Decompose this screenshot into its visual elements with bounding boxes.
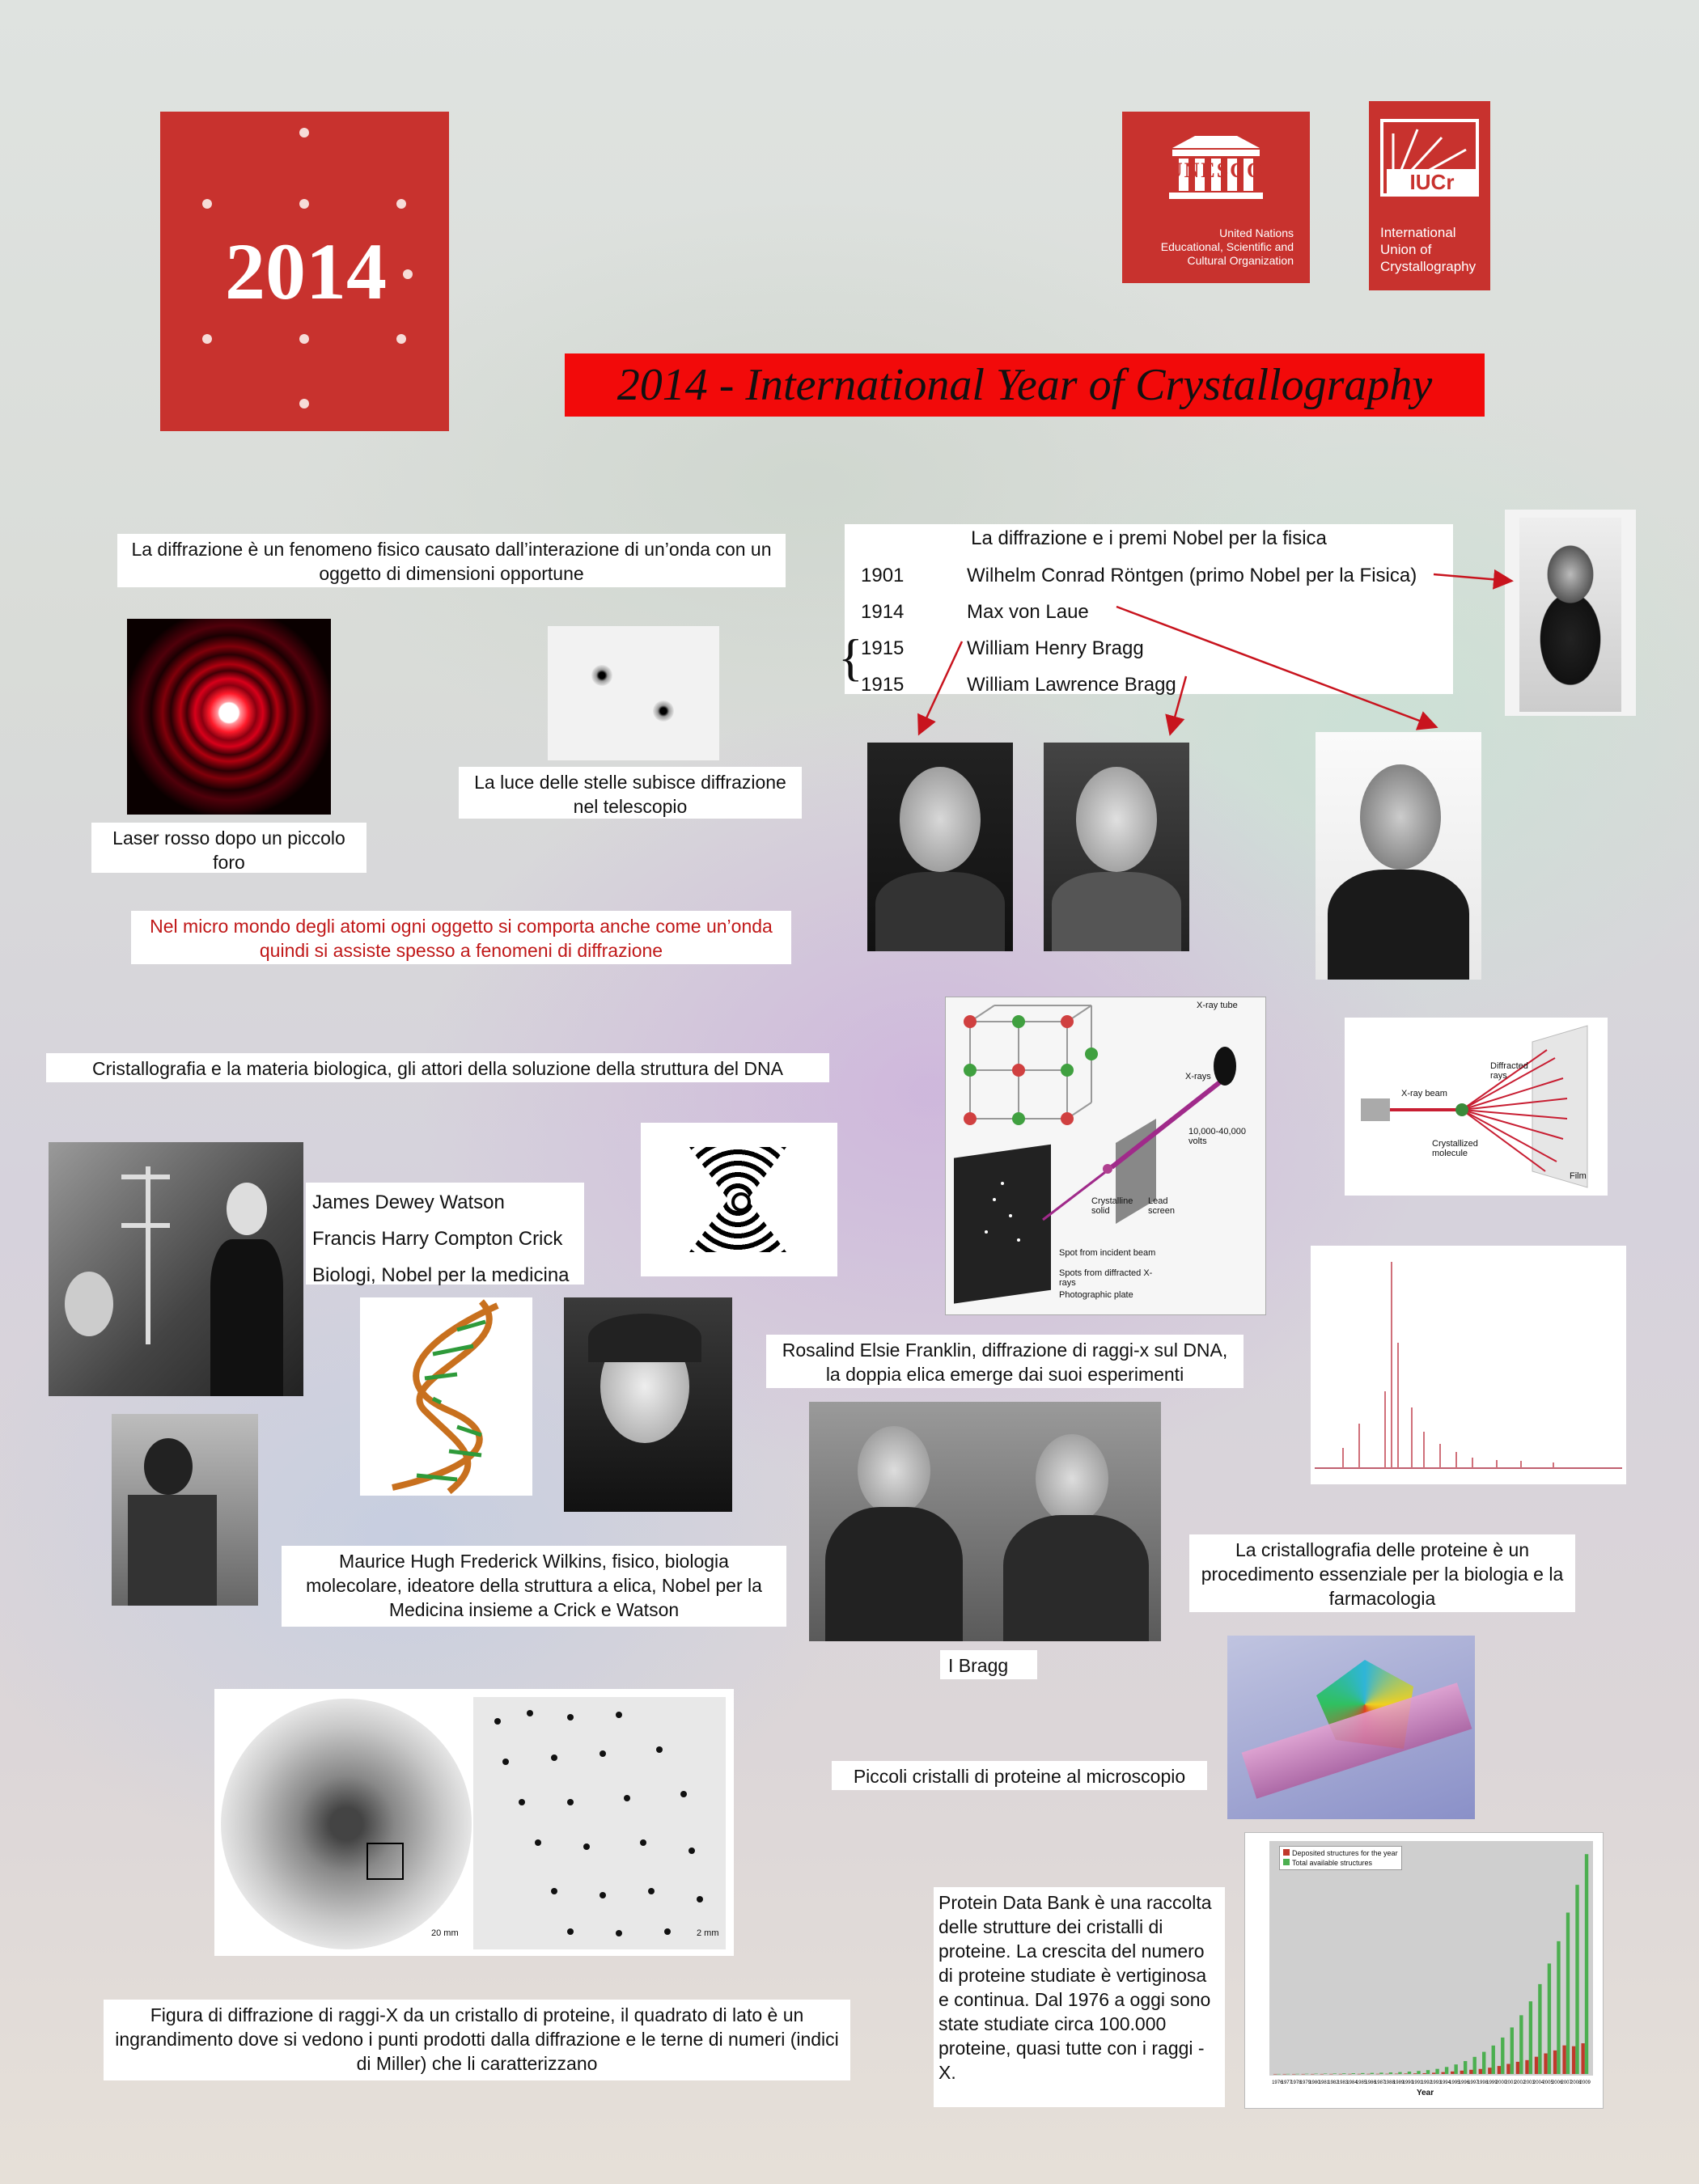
spot-incident-label: Spot from incident beam <box>1059 1248 1156 1258</box>
x-tick-label: 1994 <box>1439 2080 1451 2085</box>
photo-51-xray <box>641 1123 837 1276</box>
bar-total <box>1435 2069 1438 2074</box>
x-tick-label: 1980 <box>1309 2080 1320 2085</box>
bar-yearly <box>1366 2074 1370 2075</box>
protein-crystals-photo <box>1227 1636 1475 1819</box>
x-tick-label: 1988 <box>1383 2080 1395 2085</box>
nobel-table-header: La diffrazione e i premi Nobel per la fisica <box>971 527 1327 549</box>
small-crystals-caption-text: Piccoli cristalli di proteine al microscopio <box>853 1766 1186 1787</box>
bar-yearly <box>1553 2051 1557 2074</box>
bar-total <box>1492 2046 1495 2074</box>
bar-total <box>1472 2057 1476 2074</box>
bar-yearly <box>1358 2074 1361 2075</box>
x-tick-label: 1992 <box>1421 2080 1432 2085</box>
x-tick-label: 1981 <box>1318 2080 1330 2085</box>
iucr-line-3: Crystallography <box>1380 259 1477 274</box>
nobel-year: 1915 <box>861 637 905 659</box>
xrays-label: X-rays <box>1185 1072 1211 1081</box>
bar-yearly <box>1395 2074 1398 2075</box>
bar-yearly <box>1525 2060 1528 2074</box>
bar-yearly <box>1385 2074 1388 2075</box>
poster-title: 2014 - International Year of Crystallography <box>616 360 1433 410</box>
x-tick-label: 2002 <box>1514 2080 1526 2085</box>
x-tick-label: 2004 <box>1532 2080 1544 2085</box>
xray-apparatus-diagram <box>945 997 1266 1315</box>
stars-caption-text: La luce delle stelle subisce diffrazione nel telescopio <box>474 772 786 817</box>
bar-yearly <box>1413 2073 1417 2074</box>
bar-total <box>1482 2052 1485 2074</box>
nobel-year: 1914 <box>861 601 905 623</box>
bar-yearly <box>1348 2074 1351 2075</box>
bar-total <box>1277 2074 1280 2075</box>
protein-diffraction-spectrum <box>1311 1246 1626 1484</box>
x-tick-label: 1982 <box>1328 2080 1339 2085</box>
x-tick-label: 1978 <box>1290 2080 1302 2085</box>
bar-yearly <box>1544 2054 1547 2074</box>
logo-year: 2014 <box>225 226 387 316</box>
bar-yearly <box>1516 2062 1519 2074</box>
pdb-description <box>934 1887 1225 2107</box>
bar-total <box>1417 2071 1420 2074</box>
legend-yearly: Deposited structures for the year <box>1292 1849 1398 1857</box>
bar-yearly <box>1311 2074 1314 2075</box>
nobel-year: 1915 <box>861 674 905 696</box>
bar-total <box>1585 1854 1588 2074</box>
spectrum-peaks-icon <box>1311 1246 1626 1484</box>
franklin-caption <box>766 1335 1244 1388</box>
dna-helix-icon <box>360 1297 532 1496</box>
pdb-description-text: Protein Data Bank è una raccolta delle strutture dei cristalli di proteine. La crescita del numero di proteine studiate è vertiginosa e continua. Dal 1976 a oggi sono state studiate circa 100.000 proteine, quasi tutte con i raggi -X. <box>938 1892 1212 2083</box>
x-tick-label: 2006 <box>1551 2080 1563 2085</box>
bar-yearly <box>1283 2074 1286 2075</box>
film-label: Film <box>1570 1171 1587 1181</box>
iucr-acronym: IUCr <box>1387 169 1477 195</box>
xray-beam-label: X-ray beam <box>1401 1089 1447 1098</box>
bar-total <box>1575 1885 1578 2074</box>
bar-total <box>1454 2064 1457 2074</box>
miller-spots-icon <box>473 1697 726 1949</box>
bar-yearly <box>1498 2066 1501 2074</box>
x-tick-label: 2001 <box>1505 2080 1516 2085</box>
nobel-laureate: Max von Laue <box>967 601 1089 623</box>
bar-total <box>1426 2070 1430 2074</box>
x-tick-label: 1977 <box>1281 2080 1292 2085</box>
dna-heading-text: Cristallografia e la materia biologica, gli attori della soluzione della struttura del DNA <box>92 1058 783 1079</box>
bragg-caption-text: I Bragg <box>948 1655 1009 1676</box>
protein-crystallography-caption <box>1189 1534 1575 1612</box>
x-tick-label: 1976 <box>1272 2080 1283 2085</box>
bar-yearly <box>1329 2074 1333 2075</box>
bar-yearly <box>1292 2074 1295 2075</box>
bar-yearly <box>1488 2068 1491 2074</box>
bar-yearly <box>1535 2057 1538 2074</box>
watson-name: James Dewey Watson <box>312 1191 505 1213</box>
scale-right-label: 2 mm <box>697 1928 719 1938</box>
franklin-caption-text: Rosalind Elsie Franklin, diffrazione di raggi-x sul DNA, la doppia elica emerge dai suoi esperimenti <box>782 1340 1228 1385</box>
x-tick-label: 2000 <box>1495 2080 1507 2085</box>
bar-yearly <box>1460 2071 1464 2074</box>
bar-yearly <box>1302 2074 1305 2075</box>
bar-total <box>1445 2067 1448 2074</box>
bar-yearly <box>1339 2074 1342 2075</box>
bar-total <box>1361 2073 1364 2074</box>
protein-crystallography-text: La cristallografia delle proteine è un procedimento essenziale per la biologia e la farmacologia <box>1201 1539 1564 1609</box>
lead-screen-label: Lead screen <box>1148 1196 1176 1216</box>
diffracted-rays-label: Diffracted rays <box>1490 1061 1528 1081</box>
bragg-brace-icon: { <box>838 629 863 686</box>
beam-diagram-icon <box>1345 1018 1608 1196</box>
bar-total <box>1379 2072 1383 2074</box>
x-tick-label: 1979 <box>1299 2080 1311 2085</box>
pdb-bars <box>1245 1833 1603 2108</box>
bar-total <box>1398 2072 1401 2074</box>
volts-label: 10,000-40,000 volts <box>1188 1127 1246 1146</box>
bar-total <box>1519 2015 1523 2074</box>
nobel-year: 1901 <box>861 565 905 586</box>
diffraction-figure-caption <box>104 2000 850 2080</box>
x-tick-label: 1995 <box>1449 2080 1460 2085</box>
wilkins-photo <box>112 1414 258 1606</box>
x-tick-label: 1996 <box>1458 2080 1470 2085</box>
bragg-caption <box>940 1650 1037 1679</box>
bar-total <box>1557 1941 1560 2074</box>
nobel-laureate: William Henry Bragg <box>967 637 1144 659</box>
x-tick-label: 1989 <box>1392 2080 1405 2085</box>
x-tick-label: 1990 <box>1402 2080 1413 2085</box>
bar-yearly <box>1320 2074 1324 2075</box>
xray-tube-label: X-ray tube <box>1197 1001 1238 1010</box>
bar-total <box>1352 2073 1355 2074</box>
scale-left-label: 20 mm <box>431 1928 459 1938</box>
pdb-chart-xlabel: Year <box>1417 2089 1434 2097</box>
bar-yearly <box>1562 2046 1566 2074</box>
x-tick-label: 1999 <box>1486 2080 1498 2085</box>
bar-yearly <box>1273 2074 1277 2075</box>
bar-yearly <box>1432 2072 1435 2074</box>
x-tick-label: 2005 <box>1542 2080 1553 2085</box>
iucr-line-1: International <box>1380 225 1456 240</box>
nobel-laureate: William Lawrence Bragg <box>967 674 1176 696</box>
x-tick-label: 1983 <box>1337 2080 1349 2085</box>
bar-total <box>1408 2072 1411 2074</box>
x-tick-label: 2007 <box>1561 2080 1572 2085</box>
crystal-lattice-icon <box>946 997 1265 1314</box>
bar-total <box>1566 1912 1570 2074</box>
crystalline-solid-label: Crystalline solid <box>1091 1196 1133 1216</box>
x-tick-label: 1987 <box>1374 2080 1386 2085</box>
x-tick-label: 1997 <box>1468 2080 1479 2085</box>
bar-yearly <box>1442 2072 1445 2074</box>
bragg-father-son-photo <box>809 1402 1161 1641</box>
bar-total <box>1548 1963 1551 2074</box>
unesco-line-2: Educational, Scientific and <box>1160 240 1294 253</box>
bar-yearly <box>1422 2073 1426 2074</box>
spots-diffracted-label: Spots from diffracted X-rays <box>1059 1268 1153 1288</box>
iucr-line-2: Union of <box>1380 242 1432 257</box>
rosalind-franklin-photo <box>564 1297 732 1512</box>
diffraction-figure-caption-text: Figura di diffrazione di raggi-X da un cristallo di proteine, il quadrato di lato è un ingrandimento dove si vedono i punti prodotti dalla diffrazione e le terne di numeri (indici di Miller) che li caratterizzano <box>115 2004 839 2074</box>
bar-total <box>1324 2073 1327 2074</box>
crick-name: Francis Harry Compton Crick <box>312 1228 563 1250</box>
diffraction-intro-text: La diffrazione è un fenomeno fisico causato dall’interazione di un’onda con un oggetto di dimensioni opportune <box>131 539 772 584</box>
bar-total <box>1314 2074 1317 2075</box>
wilkins-caption <box>282 1546 786 1627</box>
watson-crick-role: Biologi, Nobel per la medicina <box>312 1264 570 1286</box>
bar-total <box>1501 2038 1504 2074</box>
nobel-laureate: Wilhelm Conrad Röntgen (primo Nobel per la Fisica) <box>967 565 1417 586</box>
unesco-acronym: UNESCO <box>1167 159 1265 182</box>
unesco-line-3: Cultural Organization <box>1187 254 1294 267</box>
bar-total <box>1510 2027 1514 2074</box>
watson-crick-photo <box>49 1142 303 1396</box>
bar-total <box>1333 2073 1337 2074</box>
x-tick-label: 2009 <box>1579 2080 1591 2085</box>
crystallized-molecule-label: Crystallized molecule <box>1432 1139 1478 1158</box>
bar-total <box>1286 2074 1290 2075</box>
protein-diffraction-figure <box>214 1689 734 1956</box>
bar-yearly <box>1479 2069 1482 2074</box>
legend-total: Total available structures <box>1292 1859 1373 1867</box>
bar-total <box>1371 2073 1374 2074</box>
bar-yearly <box>1404 2073 1407 2074</box>
bar-total <box>1305 2074 1308 2075</box>
x-tick-label: 1991 <box>1412 2080 1423 2085</box>
x-tick-label: 1993 <box>1430 2080 1442 2085</box>
xray-beam-diagram <box>1345 1018 1608 1196</box>
bar-total <box>1538 1984 1541 2074</box>
x-tick-label: 2008 <box>1570 2080 1582 2085</box>
bar-yearly <box>1451 2072 1454 2074</box>
dna-heading-caption <box>46 1053 829 1082</box>
bar-yearly <box>1581 2043 1584 2074</box>
watson-crick-caption <box>306 1183 584 1285</box>
small-crystals-caption <box>832 1761 1207 1790</box>
bar-yearly <box>1506 2064 1510 2074</box>
photographic-plate-label: Photographic plate <box>1059 1290 1133 1300</box>
laser-caption-text: Laser rosso dopo un piccolo foro <box>112 827 345 873</box>
x-tick-label: 1986 <box>1365 2080 1376 2085</box>
unesco-line-1: United Nations <box>1219 226 1294 239</box>
bar-total <box>1389 2072 1392 2074</box>
x-tick-label: 1984 <box>1346 2080 1358 2085</box>
bar-yearly <box>1376 2074 1379 2075</box>
bar-total <box>1295 2074 1299 2075</box>
bar-total <box>1342 2073 1345 2074</box>
micro-world-text: Nel micro mondo degli atomi ogni oggetto si comporta anche come un’onda quindi si assiste spesso a fenomeni di diffrazione <box>150 916 773 961</box>
wilkins-caption-text: Maurice Hugh Frederick Wilkins, fisico, biologia molecolare, ideatore della struttura a elica, Nobel per la Medicina insieme a Crick e Watson <box>306 1551 762 1620</box>
x-tick-label: 1998 <box>1477 2080 1489 2085</box>
bar-yearly <box>1469 2070 1472 2074</box>
bar-total <box>1464 2061 1467 2074</box>
pdb-growth-chart <box>1244 1832 1604 2109</box>
x-tick-label: 2003 <box>1523 2080 1535 2085</box>
dna-double-helix-model <box>360 1297 532 1496</box>
bar-total <box>1529 2001 1532 2074</box>
bar-yearly <box>1572 2046 1575 2074</box>
x-tick-label: 1985 <box>1355 2080 1367 2085</box>
